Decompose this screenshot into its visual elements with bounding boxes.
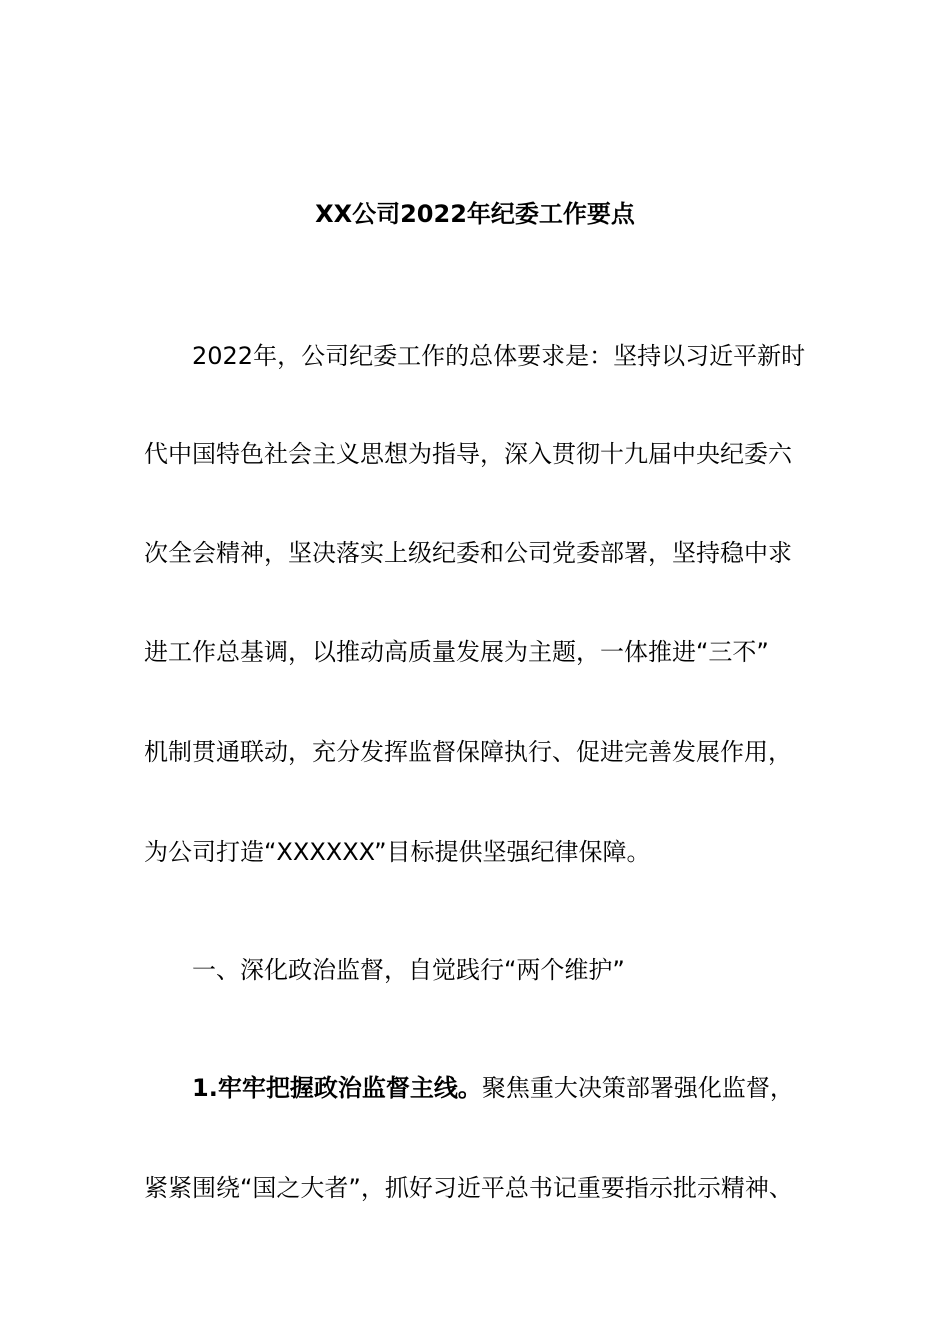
paragraph-line: 紧紧围绕“国之大者”，抓好习近平总书记重要指示批示精神、: [144, 1174, 793, 1202]
item-text: 聚焦重大决策部署强化监督，: [481, 1074, 794, 1102]
item-lead: 1.牢牢把握政治监督主线。: [192, 1074, 482, 1102]
item-first-line: [192, 1070, 862, 1106]
document-title: XX公司2022年纪委工作要点: [315, 200, 635, 228]
paragraph-line: 2022年，公司纪委工作的总体要求是：坚持以习近平新时: [192, 342, 806, 370]
section-heading: 一、深化政治监督，自觉践行“两个维护”: [192, 956, 625, 984]
paragraph-line: 机制贯通联动，充分发挥监督保障执行、促进完善发展作用，: [144, 738, 792, 766]
paragraph-line: 进工作总基调，以推动高质量发展为主题，一体推进“三不”: [144, 638, 769, 666]
paragraph-line: 次全会精神，坚决落实上级纪委和公司党委部署，坚持稳中求: [144, 539, 792, 567]
paragraph-line: 为公司打造“XXXXXX”目标提供坚强纪律保障。: [144, 838, 651, 866]
paragraph-line: 代中国特色社会主义思想为指导，深入贯彻十九届中央纪委六: [144, 440, 792, 468]
